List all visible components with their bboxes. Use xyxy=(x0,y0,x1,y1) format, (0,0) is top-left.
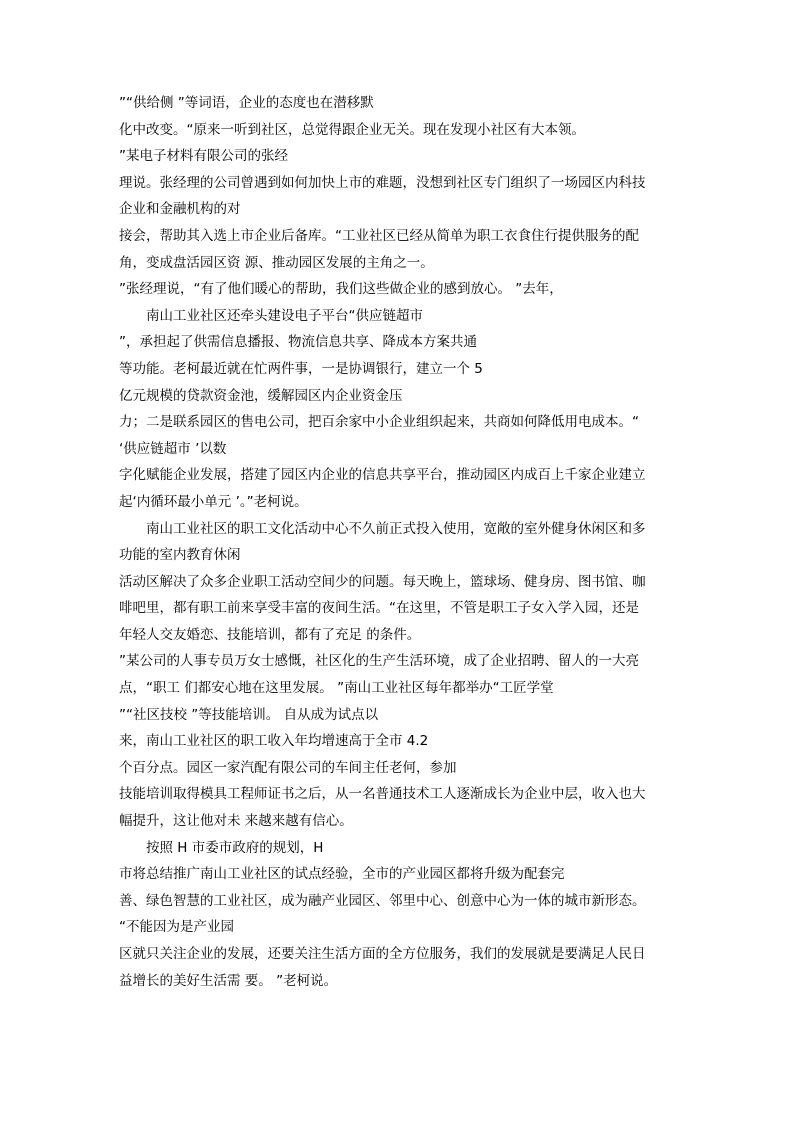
text-line: 个百分点。园区一家汽配有限公司的车间主任老何，参加 xyxy=(119,759,457,776)
text-line: 起‘内循环最小单元 ’。”老柯说。 xyxy=(119,493,308,510)
text-line: ‘供应链超市 ’以数 xyxy=(119,440,227,457)
text-line: 南山工业社区的职工文化活动中心不久前正式投入使用，宽敞的室外健身休闲区和多 xyxy=(146,520,646,537)
text-line: ”“社区技校 ”等技能培训。 自从成为试点以 xyxy=(119,706,379,723)
text-line: 幅提升，这让他对未 来越来越有信心。 xyxy=(119,813,353,830)
text-line: 角，变成盘活园区资 源、推动园区发展的主角之一。 xyxy=(119,254,434,271)
text-line: 区就只关注企业的发展，还要关注生活方面的全方位服务，我们的发展就是要满足人民日 xyxy=(119,946,646,962)
text-line: 按照 H 市委市政府的规划，H xyxy=(146,839,324,856)
text-line: ”某电子材料有限公司的张经 xyxy=(119,148,288,165)
text-line: 啡吧里，都有职工前来享受丰富的夜间生活。“在这里，不管是职工子女入学入园，还是 xyxy=(119,600,639,617)
text-line: ”，承担起了供需信息播报、物流信息共享、降成本方案共通 xyxy=(119,334,477,351)
text-line: 亿元规模的贷款资金池，缓解园区内企业资金压 xyxy=(119,387,403,404)
text-line: 技能培训取得模具工程师证书之后，从一名普通技术工人逐渐成长为企业中层，收入也大 xyxy=(119,786,646,803)
text-line: 南山工业社区还牵头建设电子平台“供应链超市 xyxy=(146,307,423,324)
text-line: 字化赋能企业发展，搭建了园区内企业的信息共享平台，推动园区内成百上千家企业建立 xyxy=(119,467,646,484)
text-line: 企业和金融机构的对 xyxy=(119,201,241,218)
text-line: 等功能。老柯最近就在忙两件事，一是协调银行，建立一个 5 xyxy=(119,360,483,377)
text-line: ”张经理说，“有了他们暖心的帮助，我们这些做企业的感到放心。 ”去年， xyxy=(119,281,563,298)
article-body xyxy=(119,90,679,994)
text-line: 理说。张经理的公司曾遇到如何加快上市的难题，没想到社区专门组织了一场园区内科技 xyxy=(119,174,646,191)
text-line: 来，南山工业社区的职工收入年均增速高于全市 4.2 xyxy=(119,733,429,750)
text-line: 益增长的美好生活需 要。 ”老柯说。 xyxy=(119,972,338,989)
text-line: 年轻人交友婚恋、技能培训，都有了充足 的条件。 xyxy=(119,626,421,643)
text-line: 化中改变。“原来一听到社区，总觉得跟企业无关。现在发现小社区有大本领。 xyxy=(119,121,585,138)
text-line: 市将总结推广南山工业社区的试点经验，全市的产业园区都将升级为配套完 xyxy=(119,866,565,883)
text-line: 活动区解决了众多企业职工活动空间少的问题。每天晚上，篮球场、健身房、图书馆、咖 xyxy=(119,573,646,590)
text-line: 力；二是联系园区的售电公司，把百余家中小企业组织起来，共商如何降低用电成本。“ xyxy=(119,414,639,431)
text-line: “不能因为是产业园 xyxy=(119,919,234,936)
text-line: ”“供给侧 ”等词语，企业的态度也在潜移默 xyxy=(119,95,374,111)
text-line: 接会，帮助其入选上市企业后备库。“工业社区已经从简单为职工衣食住行提供服务的配 xyxy=(119,227,639,244)
text-line: 点，“职工 们都安心地在这里发展。 ”南山工业社区每年都举办“工匠学堂 xyxy=(119,680,554,697)
text-line: 善、绿色智慧的工业社区，成为融产业园区、邻里中心、创意中心为一体的城市新形态。 xyxy=(119,892,646,909)
text-line: ”某公司的人事专员万女士感慨，社区化的生产生活环境，成了企业招聘、留人的一大亮 xyxy=(119,653,639,670)
text-line: 功能的室内教育休闲 xyxy=(119,547,241,564)
